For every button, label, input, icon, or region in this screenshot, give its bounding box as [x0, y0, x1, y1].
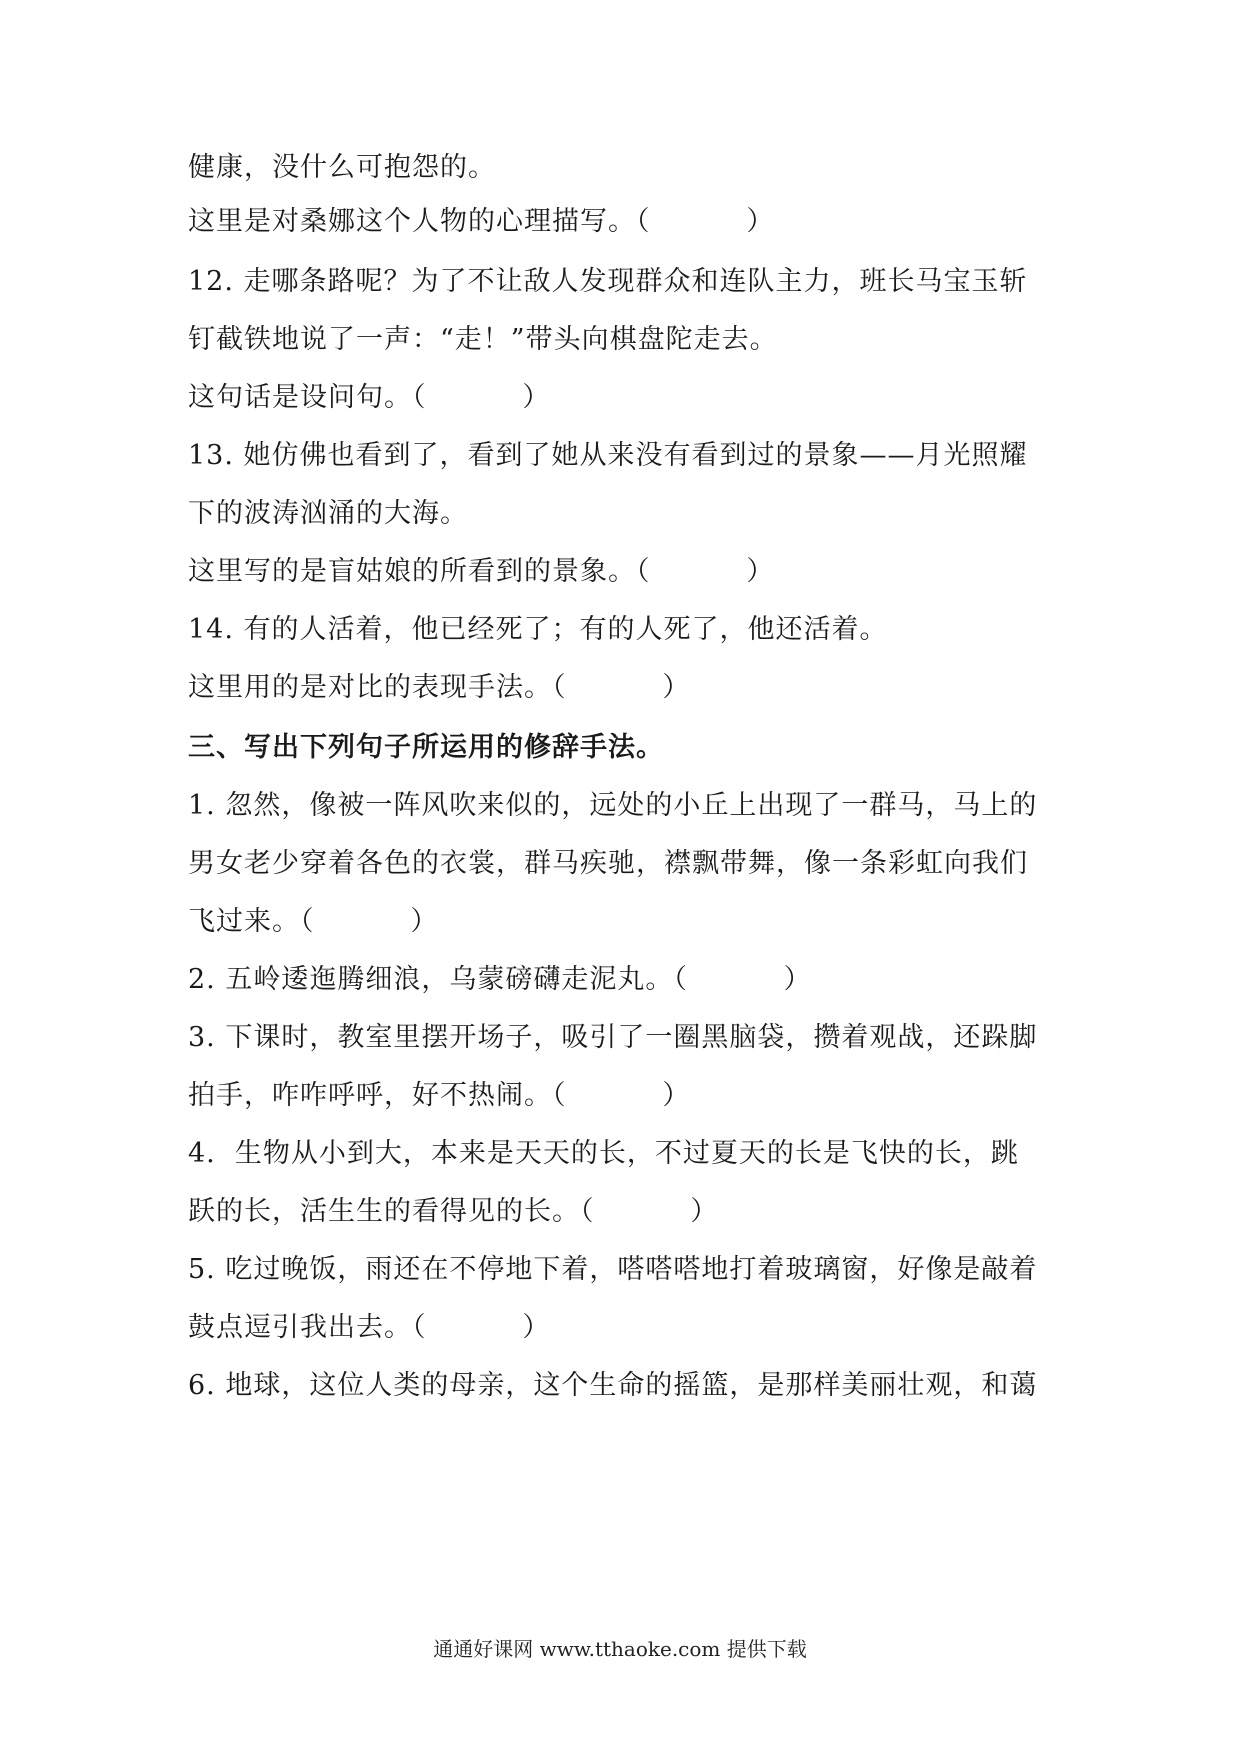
question-13-line-1: 13. 她仿佛也看到了，看到了她从来没有看到过的景象——月光照耀: [188, 440, 1028, 471]
item-2-line: 2. 五岭逶迤腾细浪，乌蒙磅礴走泥丸。（ ）: [188, 964, 812, 995]
text-line: 这里写的是盲姑娘的所看到的景象。（ ）: [188, 556, 775, 587]
item-4-line-2: 跃的长，活生生的看得见的长。（ ）: [188, 1196, 719, 1227]
item-3-line-2: 拍手，咋咋呼呼，好不热闹。（ ）: [188, 1080, 691, 1111]
text-line: 健康，没什么可抱怨的。: [188, 152, 496, 183]
question-13-line-2: 下的波涛汹涌的大海。: [188, 498, 468, 529]
item-6-line-1: 6. 地球，这位人类的母亲，这个生命的摇篮，是那样美丽壮观，和蔼: [188, 1370, 1038, 1401]
item-4-line-1: 4. 生物从小到大，本来是天天的长，不过夏天的长是飞快的长，跳: [188, 1138, 1019, 1169]
text-line: 这句话是设问句。（ ）: [188, 382, 551, 413]
item-5-line-2: 鼓点逗引我出去。（ ）: [188, 1312, 551, 1343]
section-heading: 三、写出下列句子所运用的修辞手法。: [188, 732, 664, 763]
item-1-line-3: 飞过来。（ ）: [188, 906, 439, 937]
question-12-line-1: 12. 走哪条路呢？为了不让敌人发现群众和连队主力，班长马宝玉斩: [188, 266, 1028, 297]
question-12-line-2: 钉截铁地说了一声：“走！”带头向棋盘陀走去。: [188, 324, 778, 355]
page-footer: 通通好课网 www.tthaoke.com 提供下载: [433, 1637, 807, 1661]
text-line: 这里是对桑娜这个人物的心理描写。（ ）: [188, 206, 775, 237]
item-1-line-1: 1. 忽然，像被一阵风吹来似的，远处的小丘上出现了一群马，马上的: [188, 790, 1038, 821]
text-line: 这里用的是对比的表现手法。（ ）: [188, 672, 691, 703]
question-14-line: 14. 有的人活着，他已经死了；有的人死了，他还活着。: [188, 614, 888, 645]
item-1-line-2: 男女老少穿着各色的衣裳，群马疾驰，襟飘带舞，像一条彩虹向我们: [188, 848, 1028, 879]
item-3-line-1: 3. 下课时，教室里摆开场子，吸引了一圈黑脑袋，攒着观战，还跺脚: [188, 1022, 1038, 1053]
item-5-line-1: 5. 吃过晚饭，雨还在不停地下着，嗒嗒嗒地打着玻璃窗，好像是敲着: [188, 1254, 1038, 1285]
